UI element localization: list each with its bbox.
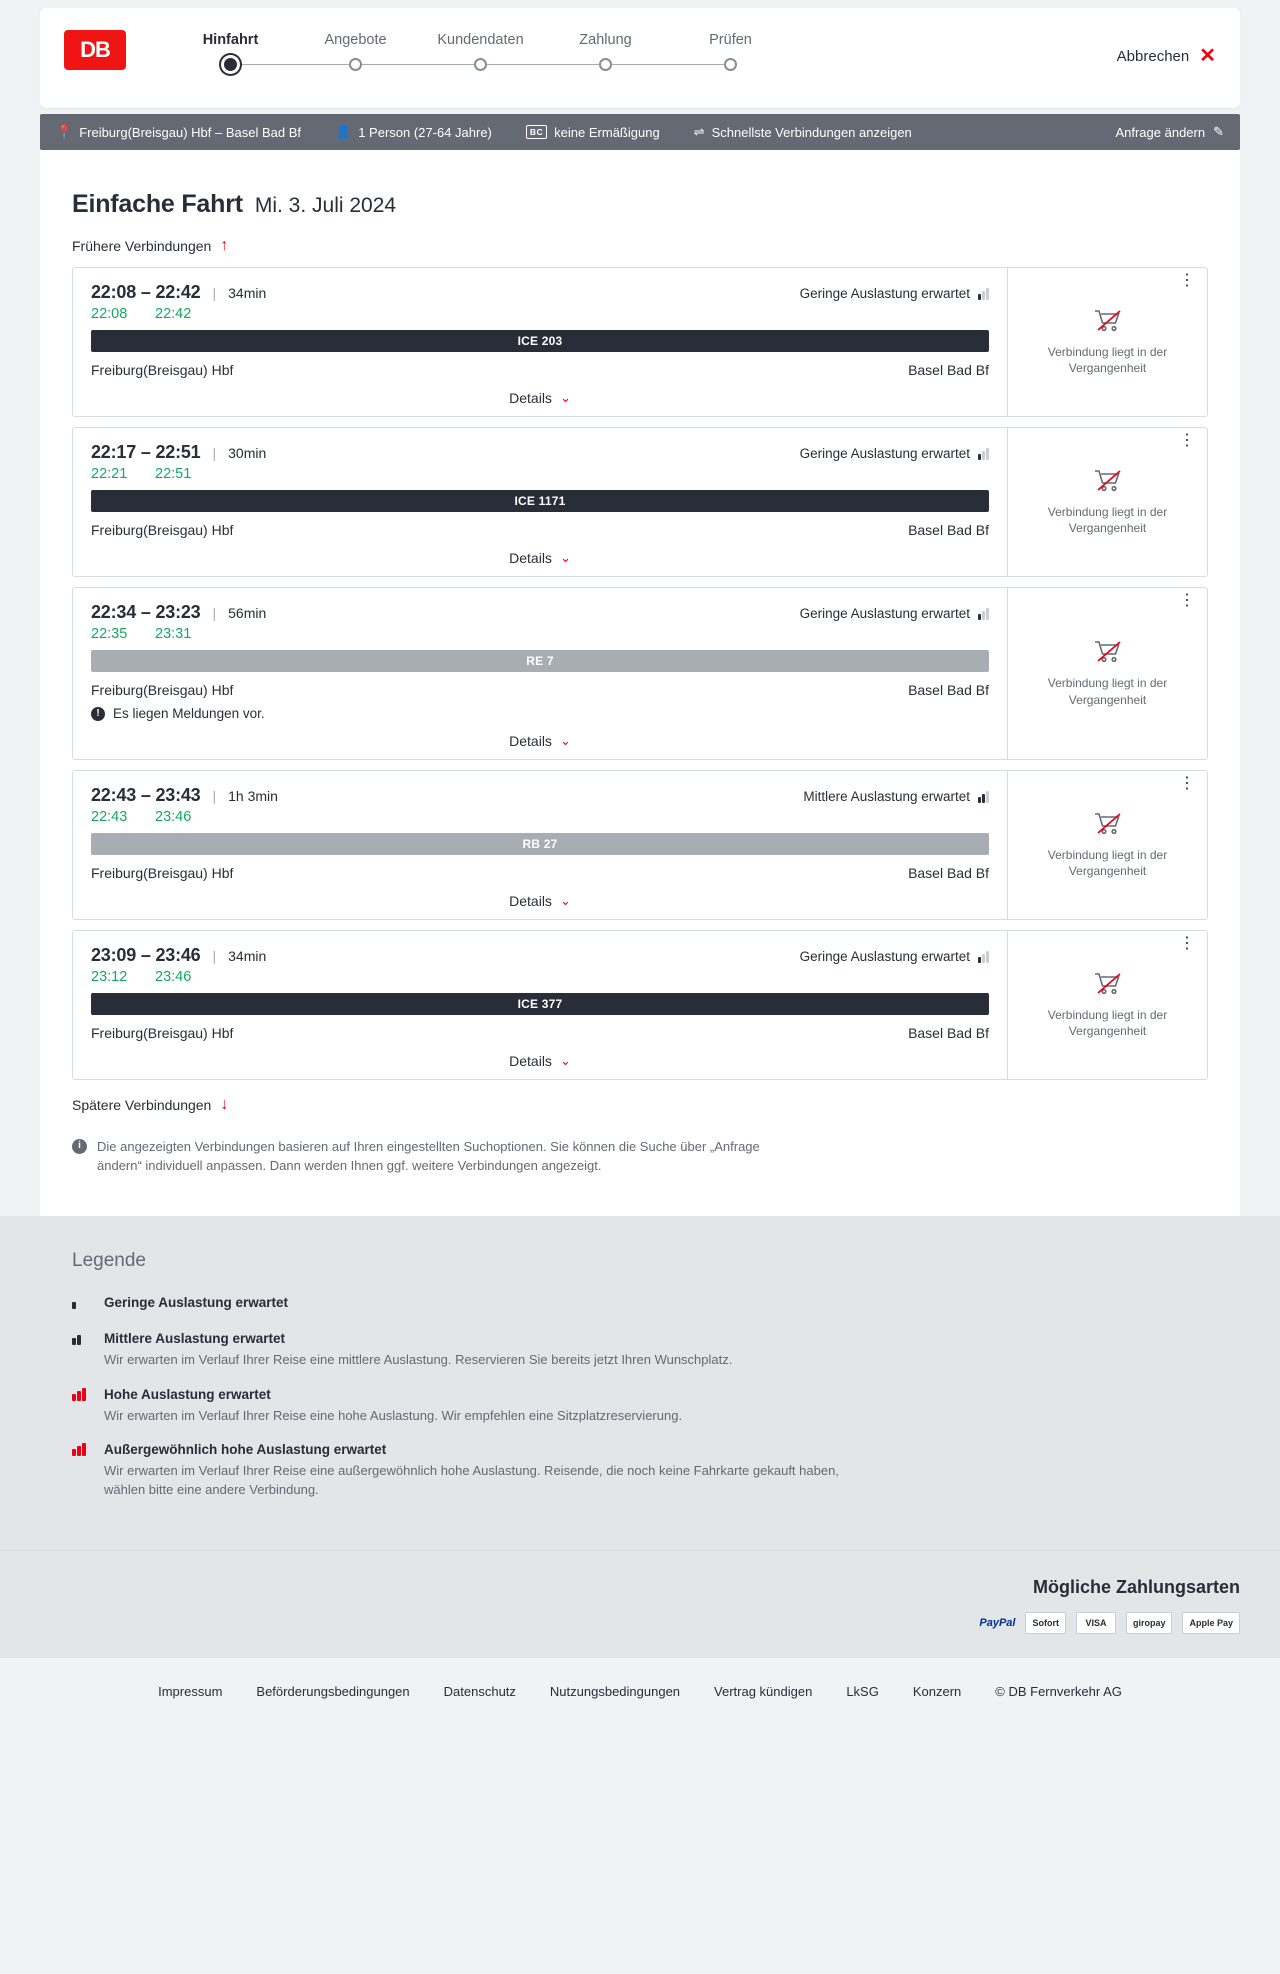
past-connection-note: Verbindung liegt in der Vergangenheit <box>1047 344 1168 375</box>
db-logo[interactable]: DB <box>64 30 126 70</box>
footer-link[interactable]: Datenschutz <box>443 1684 516 1700</box>
divider: | <box>212 445 217 461</box>
footer-link[interactable]: Beförderungsbedingungen <box>256 1684 410 1700</box>
util-bar <box>986 951 989 963</box>
util-bar <box>978 614 981 620</box>
cart-icon-svg <box>1093 971 1123 997</box>
search-summary-bar <box>40 114 1240 150</box>
close-icon: ✕ <box>1199 45 1216 67</box>
connection-card[interactable] <box>72 267 1208 417</box>
legend-icon <box>72 1330 90 1370</box>
details-label: Details <box>509 733 552 749</box>
past-connection-note: Verbindung liegt in der Vergangenheit <box>1047 676 1168 707</box>
actual-times <box>91 809 989 825</box>
utilization <box>803 789 989 804</box>
stations <box>91 1025 989 1041</box>
origin-station: Freiburg(Breisgau) Hbf <box>91 865 234 881</box>
origin-station: Freiburg(Breisgau) Hbf <box>91 1025 234 1041</box>
footer-copyright: © DB Fernverkehr AG <box>995 1684 1122 1700</box>
details-toggle[interactable] <box>91 733 989 749</box>
location-pin-icon: 📍 <box>56 124 73 139</box>
legend-rows <box>72 1294 1208 1500</box>
app-header <box>40 8 1240 108</box>
summary-passengers[interactable] <box>335 124 492 140</box>
more-options-icon[interactable]: ⋮ <box>1179 775 1195 792</box>
cart-icon-svg <box>1093 811 1123 837</box>
summary-route[interactable] <box>56 124 301 140</box>
legend-text <box>104 1330 732 1370</box>
chevron-down-icon: ⌄ <box>559 893 571 908</box>
divider: | <box>212 948 217 964</box>
utilization-label: Geringe Auslastung erwartet <box>799 286 970 301</box>
origin-station: Freiburg(Breisgau) Hbf <box>91 362 234 378</box>
time-range: 22:34 – 23:23 <box>91 602 201 622</box>
arrow-down-icon: ↓ <box>220 1096 229 1113</box>
chevron-down-icon: ⌄ <box>559 390 571 405</box>
utilization-label: Geringe Auslastung erwartet <box>799 949 970 964</box>
legend-bars-icon <box>72 1443 86 1456</box>
destination-station: Basel Bad Bf <box>908 865 989 881</box>
cart-icon-svg <box>1093 468 1123 494</box>
utilization <box>800 606 989 621</box>
departure-time: 22:21 <box>91 466 128 482</box>
connection-price-area <box>1007 931 1207 1079</box>
utilization <box>800 446 989 461</box>
divider: | <box>212 605 217 621</box>
past-connection-note: Verbindung liegt in der Vergangenheit <box>1047 1007 1168 1038</box>
time-range: 23:09 – 23:46 <box>91 945 201 965</box>
info-icon: i <box>72 1139 87 1154</box>
passengers-text: 1 Person (27-64 Jahre) <box>358 124 492 140</box>
connection-header <box>91 945 989 966</box>
legend-text <box>104 1441 864 1500</box>
legend-item-title: Außergewöhnlich hohe Auslastung erwartet <box>104 1442 387 1458</box>
footer-link[interactable]: Konzern <box>912 1684 962 1700</box>
duration: 34min <box>228 948 267 964</box>
arrival-time: 22:42 <box>155 306 192 322</box>
utilization-icon <box>978 951 989 963</box>
stations <box>91 682 989 698</box>
step-label: Kundendaten <box>437 32 524 48</box>
summary-fastest[interactable] <box>694 124 912 140</box>
util-bar <box>986 288 989 300</box>
connection-list <box>40 267 1240 1080</box>
legend-bars-icon <box>72 1388 86 1401</box>
cart-disabled-icon <box>1093 468 1123 494</box>
dot-icon <box>474 58 487 71</box>
payment-methods-section <box>0 1550 1280 1658</box>
duration: 56min <box>228 605 267 621</box>
legend-bars-icon <box>72 1332 81 1345</box>
step-connector <box>231 64 356 65</box>
departure-time: 22:43 <box>91 809 128 825</box>
legend-item-title: Hohe Auslastung erwartet <box>104 1386 271 1402</box>
earlier-connections-button[interactable] <box>40 237 1240 255</box>
utilization-icon <box>978 288 989 300</box>
discount-text: keine Ermäßigung <box>554 124 660 140</box>
dot-icon <box>599 58 612 71</box>
fastest-text: Schnellste Verbindungen anzeigen <box>711 124 912 140</box>
footer-link[interactable]: Impressum <box>158 1684 223 1700</box>
details-label: Details <box>509 550 552 566</box>
connection-card[interactable] <box>72 427 1208 577</box>
connection-header <box>91 442 989 463</box>
actual-times <box>91 306 989 322</box>
more-options-icon[interactable]: ⋮ <box>1179 935 1195 952</box>
arrow-up-icon: ↑ <box>220 237 229 254</box>
departure-time: 22:35 <box>91 626 128 642</box>
time-range: 22:17 – 22:51 <box>91 442 201 462</box>
cart-disabled-icon <box>1093 811 1123 837</box>
legend-icon <box>72 1294 90 1314</box>
connection-card[interactable] <box>72 770 1208 920</box>
util-bar <box>982 794 985 803</box>
legend-item-title: Mittlere Auslastung erwartet <box>104 1330 286 1346</box>
more-options-icon[interactable]: ⋮ <box>1179 272 1195 289</box>
dot-icon <box>349 58 362 71</box>
train-bar <box>91 490 989 512</box>
bahncard-icon: BC <box>526 125 547 139</box>
legend-icon <box>72 1386 90 1426</box>
message-text: Es liegen Meldungen vor. <box>113 706 265 721</box>
details-label: Details <box>509 1053 552 1069</box>
arrival-time: 23:31 <box>155 626 192 642</box>
earlier-label: Frühere Verbindungen <box>72 238 212 254</box>
train-bar <box>91 650 989 672</box>
utilization-label: Geringe Auslastung erwartet <box>799 446 970 461</box>
utilization-icon <box>978 791 989 803</box>
destination-station: Basel Bad Bf <box>908 682 989 698</box>
visa-icon: VISA <box>1076 1612 1116 1634</box>
chevron-down-icon: ⌄ <box>559 550 571 565</box>
train-bar <box>91 330 989 352</box>
search-info-note <box>40 1138 800 1176</box>
util-bar <box>986 608 989 620</box>
util-bar <box>982 451 985 460</box>
actual-times <box>91 466 989 482</box>
legend-section <box>0 1216 1280 1550</box>
chevron-down-icon: ⌄ <box>559 1053 571 1068</box>
details-label: Details <box>509 390 552 406</box>
step-dot-hinfahrt[interactable] <box>168 58 293 71</box>
past-connection-note: Verbindung liegt in der Vergangenheit <box>1047 504 1168 535</box>
legend-item <box>72 1330 1208 1370</box>
giropay-icon: giropay <box>1126 1612 1173 1634</box>
cart-icon-svg <box>1093 308 1123 334</box>
actual-times <box>91 626 989 642</box>
util-bar <box>978 454 981 460</box>
legend-text <box>104 1386 682 1426</box>
connection-header <box>91 785 989 806</box>
info-icon: ! <box>91 707 105 721</box>
connection-price-area <box>1007 268 1207 416</box>
arrival-time: 23:46 <box>155 969 192 985</box>
destination-station: Basel Bad Bf <box>908 362 989 378</box>
cart-disabled-icon <box>1093 639 1123 665</box>
more-options-icon[interactable]: ⋮ <box>1179 592 1195 609</box>
utilization-label: Mittlere Auslastung erwartet <box>803 789 970 804</box>
destination-station: Basel Bad Bf <box>908 1025 989 1041</box>
fastest-arrow-icon: ⇌ <box>693 124 705 139</box>
connection-price-area <box>1007 428 1207 576</box>
train-bar <box>91 993 989 1015</box>
cancel-button[interactable] <box>1117 46 1216 66</box>
time-range: 22:43 – 23:43 <box>91 785 201 805</box>
paypal-icon: PayPal <box>979 1617 1016 1630</box>
title-text: Einfache Fahrt <box>72 190 243 218</box>
info-note-text: Die angezeigten Verbindungen basieren auf Ihren eingestellten Suchoptionen. Sie können die Suche über „Anfrage ändern“ individuell anpassen. Dann werden Ihnen ggf. weitere Verbindungen angezeigt. <box>97 1139 760 1173</box>
step-connector <box>481 64 606 65</box>
main-content <box>40 150 1240 1216</box>
departure-time: 23:12 <box>91 969 128 985</box>
footer-link[interactable]: LkSG <box>846 1684 879 1700</box>
connection-details <box>73 428 1007 576</box>
later-connections-button[interactable] <box>40 1096 1240 1114</box>
connection-details <box>73 771 1007 919</box>
util-bar <box>982 954 985 963</box>
details-toggle[interactable] <box>91 390 989 406</box>
connection-card[interactable] <box>72 930 1208 1080</box>
step-label: Angebote <box>324 32 387 48</box>
origin-station: Freiburg(Breisgau) Hbf <box>91 682 234 698</box>
step-connector <box>356 64 481 65</box>
time-range: 22:08 – 22:42 <box>91 282 201 302</box>
utilization-label: Geringe Auslastung erwartet <box>799 606 970 621</box>
origin-station: Freiburg(Breisgau) Hbf <box>91 522 234 538</box>
train-label: ICE 1171 <box>514 494 566 508</box>
connection-header <box>91 282 989 303</box>
util-bar <box>978 957 981 963</box>
sofort-icon: Sofort <box>1025 1612 1066 1634</box>
legend-item-desc: Wir erwarten im Verlauf Ihrer Reise eine mittlere Auslastung. Reservieren Sie bereits jetzt Ihren Wunschplatz. <box>104 1351 733 1367</box>
arrival-time: 23:46 <box>155 809 192 825</box>
destination-station: Basel Bad Bf <box>908 522 989 538</box>
legend-item <box>72 1294 1208 1314</box>
step-connector <box>606 64 731 65</box>
divider: | <box>212 788 217 804</box>
footer-link[interactable]: Nutzungsbedingungen <box>549 1684 681 1700</box>
util-bar <box>986 448 989 460</box>
cart-icon-svg <box>1093 639 1123 665</box>
details-label: Details <box>509 893 552 909</box>
dot-icon <box>224 58 237 71</box>
util-bar <box>986 791 989 803</box>
connection-price-area <box>1007 771 1207 919</box>
stations <box>91 362 989 378</box>
stations <box>91 865 989 881</box>
train-label: RB 27 <box>522 837 558 851</box>
title-date: Mi. 3. Juli 2024 <box>254 194 397 217</box>
duration: 30min <box>228 445 267 461</box>
train-bar <box>91 833 989 855</box>
details-toggle[interactable] <box>91 893 989 909</box>
stations <box>91 522 989 538</box>
footer <box>0 1658 1280 1727</box>
legend-item <box>72 1386 1208 1426</box>
pencil-icon: ✎ <box>1213 124 1224 139</box>
change-request-label: Anfrage ändern <box>1115 124 1206 140</box>
route-text: Freiburg(Breisgau) Hbf – Basel Bad Bf <box>79 124 302 140</box>
duration: 1h 3min <box>228 788 278 804</box>
later-label: Spätere Verbindungen <box>72 1097 212 1113</box>
utilization <box>800 949 989 964</box>
legend-text <box>104 1294 288 1314</box>
connection-message[interactable] <box>91 706 989 721</box>
page-title <box>40 190 1240 219</box>
util-bar <box>978 294 981 300</box>
legend-item-desc: Wir erwarten im Verlauf Ihrer Reise eine hohe Auslastung. Wir empfehlen eine Sitzplatzreservierung. <box>104 1407 683 1423</box>
person-icon: 👤 <box>335 124 352 139</box>
utilization <box>800 286 989 301</box>
dot-icon <box>724 58 737 71</box>
legend-title: Legende <box>72 1249 146 1271</box>
arrival-time: 22:51 <box>155 466 192 482</box>
connection-card[interactable] <box>72 587 1208 760</box>
connection-details <box>73 268 1007 416</box>
train-label: RE 7 <box>526 654 554 668</box>
util-bar <box>982 611 985 620</box>
cancel-label: Abbrechen <box>1116 47 1190 65</box>
train-label: ICE 377 <box>517 997 563 1011</box>
details-toggle[interactable] <box>91 1053 989 1069</box>
footer-link[interactable]: Vertrag kündigen <box>714 1684 813 1700</box>
utilization-icon <box>978 608 989 620</box>
cart-disabled-icon <box>1093 971 1123 997</box>
details-toggle[interactable] <box>91 550 989 566</box>
payment-logos <box>40 1612 1240 1634</box>
change-request-button[interactable] <box>1115 124 1224 140</box>
connection-header <box>91 602 989 623</box>
page-root <box>0 8 1280 1727</box>
train-label: ICE 203 <box>517 334 563 348</box>
step-label: Hinfahrt <box>202 32 259 48</box>
more-options-icon[interactable]: ⋮ <box>1179 432 1195 449</box>
legend-item-desc: Wir erwarten im Verlauf Ihrer Reise eine außergewöhnlich hohe Auslastung. Reisende, die noch keine Fahrkarte gekauft haben, wählen bitte eine andere Verbindung. <box>104 1463 839 1498</box>
legend-item-title: Geringe Auslastung erwartet <box>104 1294 289 1310</box>
duration: 34min <box>228 285 267 301</box>
progress-dots <box>168 58 793 71</box>
cart-disabled-icon <box>1093 308 1123 334</box>
legend-icon <box>72 1441 90 1500</box>
apple-pay-icon: Apple Pay <box>1182 1612 1240 1634</box>
utilization-icon <box>978 448 989 460</box>
connection-details <box>73 588 1007 759</box>
connection-price-area <box>1007 588 1207 759</box>
step-label: Prüfen <box>709 32 752 48</box>
past-connection-note: Verbindung liegt in der Vergangenheit <box>1047 847 1168 878</box>
util-bar <box>982 291 985 300</box>
legend-bars-icon <box>72 1296 76 1309</box>
summary-discount[interactable] <box>526 125 660 140</box>
departure-time: 22:08 <box>91 306 128 322</box>
step-label: Zahlung <box>579 32 632 48</box>
actual-times <box>91 969 989 985</box>
legend-item <box>72 1441 1208 1500</box>
connection-details <box>73 931 1007 1079</box>
divider: | <box>212 285 217 301</box>
payment-title: Mögliche Zahlungsarten <box>1032 1577 1240 1598</box>
util-bar <box>978 797 981 803</box>
chevron-down-icon: ⌄ <box>559 733 571 748</box>
